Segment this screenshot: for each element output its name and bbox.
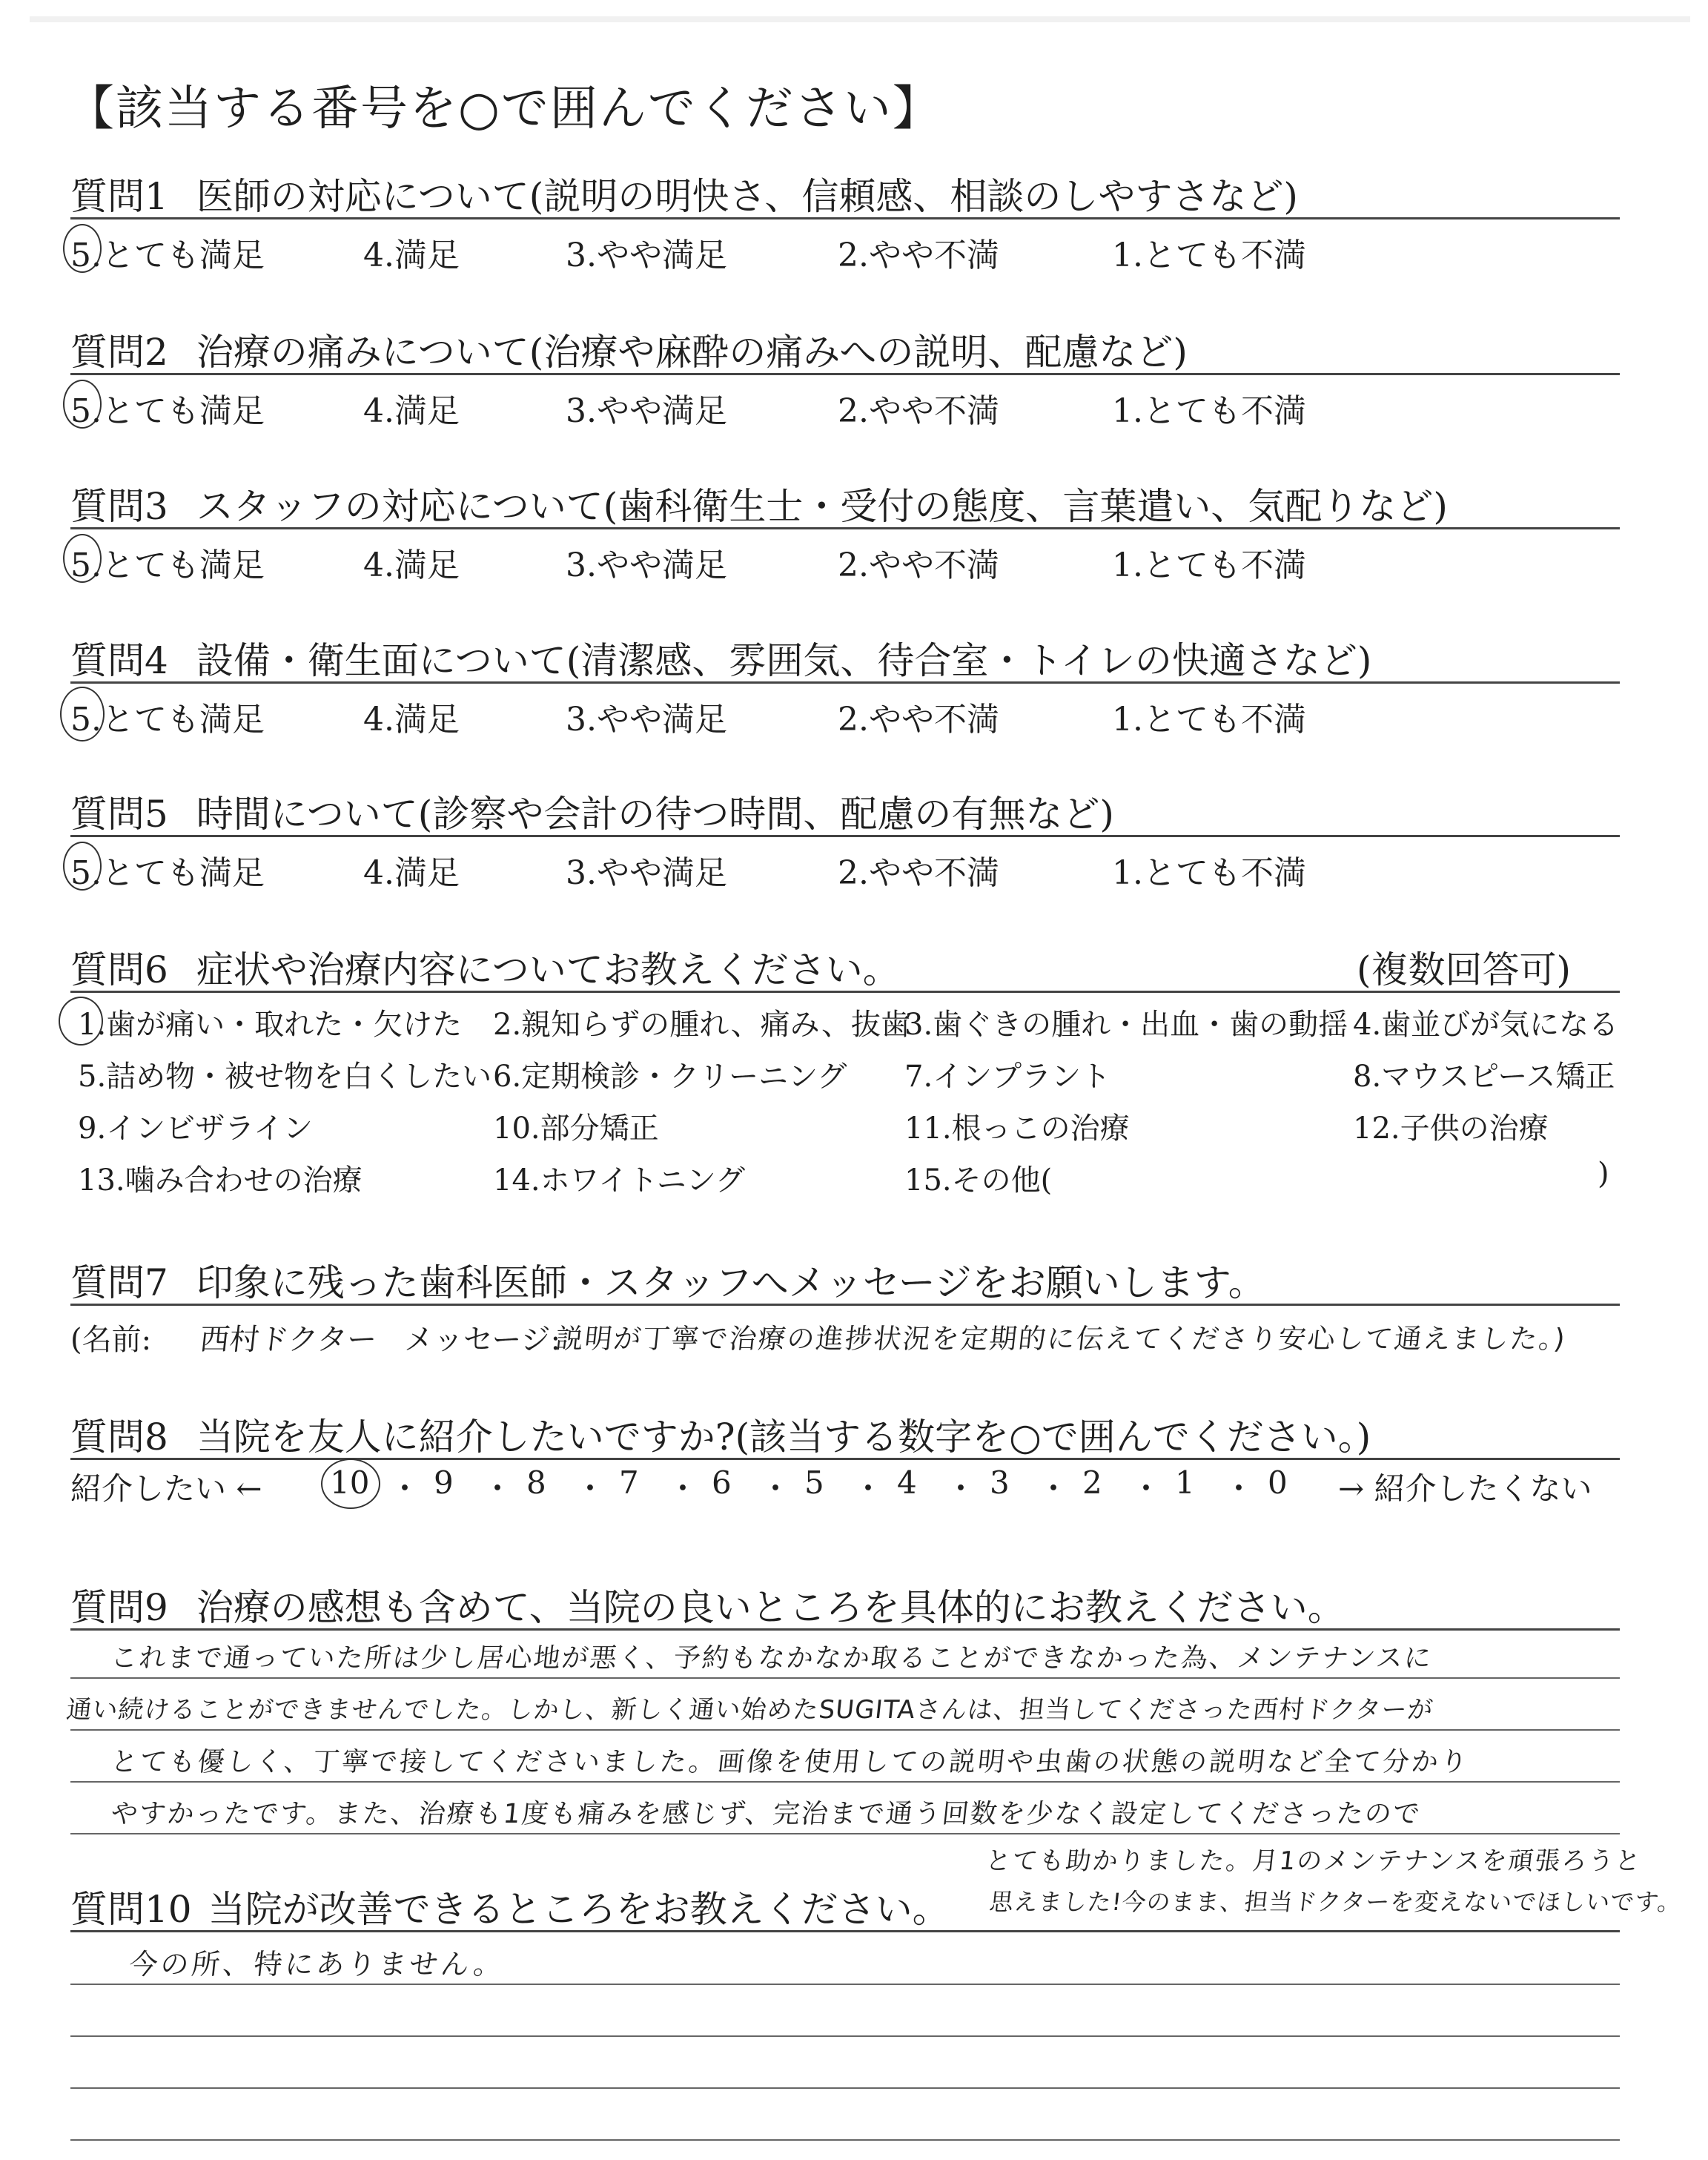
question-number: 質問3	[70, 485, 168, 528]
q6-option[interactable]: 15.その他(	[904, 1163, 1053, 1198]
scale-value[interactable]: 5	[804, 1464, 824, 1501]
rating-option-5[interactable]: 5.とても満足	[70, 546, 265, 584]
q10-answer: 今の所、特にありません。	[128, 1948, 507, 1981]
answer-rule	[70, 2139, 1620, 2141]
scale-value[interactable]: 1	[1175, 1464, 1195, 1501]
scale-separator: ・	[575, 1470, 606, 1507]
q9-answer-line: やすかったです。また、治療も1度も痛みを感じず、完治まで通う回数を少なく設定してくださったので	[109, 1799, 1423, 1829]
scan-top-band	[30, 16, 1690, 22]
scale-separator: ・	[853, 1470, 884, 1507]
question-7	[70, 1253, 1265, 1307]
message-value: 説明が丁寧で治療の進捗状況を定期的に伝えてくださり安心して通えました。)	[554, 1323, 1568, 1355]
rating-option-1[interactable]: 1.とても不満	[1112, 854, 1306, 892]
rating-option-2[interactable]: 2.やや不満	[838, 854, 999, 892]
rating-option-3[interactable]: 3.やや満足	[566, 701, 727, 739]
scale-separator: ・	[482, 1470, 514, 1507]
question-number: 質問10	[70, 1888, 192, 1931]
q6-option[interactable]: 4.歯並びが気になる	[1353, 1008, 1619, 1042]
rating-row-3	[70, 538, 1627, 583]
rating-option-5[interactable]: 5.とても満足	[70, 392, 265, 430]
question-number: 質問4	[70, 639, 168, 682]
q6-option[interactable]: 1.歯が痛い・取れた・欠けた	[78, 1008, 463, 1042]
scale-value[interactable]: 6	[712, 1464, 732, 1501]
scale-right-label: → 紹介したくない	[1338, 1470, 1592, 1507]
question-text: 医師の対応について(説明の明快さ、信頼感、相談のしやすさなど)	[196, 175, 1298, 218]
rating-row-4	[70, 693, 1627, 737]
q6-option[interactable]: 9.インビザライン	[78, 1112, 313, 1146]
rating-option-3[interactable]: 3.やや満足	[566, 546, 727, 584]
scale-value[interactable]: 0	[1268, 1464, 1288, 1501]
question-rule	[70, 991, 1620, 993]
name-label: (名前:	[70, 1323, 152, 1357]
question-text: 症状や治療内容についてお教えください。	[196, 948, 900, 991]
q6-option[interactable]: 12.子供の治療	[1353, 1112, 1549, 1146]
q6-option[interactable]: 6.定期検診・クリーニング	[493, 1060, 847, 1094]
question-text: 時間について(診察や会計の待つ時間、配慮の有無など)	[196, 793, 1114, 836]
scale-value[interactable]: 9	[434, 1464, 454, 1501]
question-number: 質問1	[70, 175, 168, 218]
q6-option[interactable]: 14.ホワイトニング	[493, 1163, 746, 1198]
question-text: 当院を友人に紹介したいですか?(該当する数字を○で囲んでください。)	[196, 1416, 1371, 1459]
answer-rule	[70, 1984, 1620, 1985]
rating-option-4[interactable]: 4.満足	[363, 546, 460, 584]
q9-answer-line: 通い続けることができませんでした。しかし、新しく通い始めたSUGITAさんは、担当してくださった西村ドクターが	[64, 1695, 1435, 1725]
q9-answer-line: 思えました!今のまま、担当ドクターを変えないでほしいです。	[987, 1888, 1684, 1916]
answer-rule	[70, 1781, 1620, 1783]
q6-option[interactable]: 3.歯ぐきの腫れ・出血・歯の動揺	[904, 1008, 1348, 1042]
q6-option[interactable]: 2.親知らずの腫れ、痛み、抜歯	[493, 1008, 910, 1042]
rating-option-1[interactable]: 1.とても不満	[1112, 237, 1306, 274]
scale-separator: ・	[1038, 1470, 1070, 1507]
question-rule	[70, 1628, 1620, 1631]
question-number: 質問8	[70, 1416, 168, 1459]
scale-value[interactable]: 4	[897, 1464, 917, 1501]
question-2	[70, 323, 1188, 376]
rating-option-2[interactable]: 2.やや不満	[838, 237, 999, 274]
multiple-answers-note: (複数回答可)	[1357, 948, 1572, 991]
question-rule	[70, 527, 1620, 529]
question-10	[70, 1880, 950, 1933]
rating-option-1[interactable]: 1.とても不満	[1112, 701, 1306, 739]
rating-row-5	[70, 846, 1627, 891]
question-rule	[70, 1930, 1620, 1932]
answer-rule	[70, 2035, 1620, 2037]
scale-separator: ・	[1223, 1470, 1255, 1507]
rating-option-4[interactable]: 4.満足	[363, 854, 460, 892]
question-text: 設備・衛生面について(清潔感、雰囲気、待合室・トイレの快適さなど)	[196, 639, 1372, 682]
scale-left-label: 紹介したい ←	[70, 1470, 262, 1507]
scale-value[interactable]: 3	[990, 1464, 1010, 1501]
question-1	[70, 167, 1298, 220]
q6-option[interactable]: 7.インプラント	[904, 1060, 1111, 1094]
question-rule	[70, 1458, 1620, 1460]
q9-answer-line: とても助かりました。月1のメンテナンスを頑張ろうと	[984, 1846, 1644, 1876]
question-rule	[70, 373, 1620, 375]
question-number: 質問7	[70, 1261, 168, 1304]
q6-option[interactable]: 11.根っこの治療	[904, 1112, 1130, 1146]
answer-rule	[70, 1729, 1620, 1731]
recommend-scale	[70, 1464, 1627, 1509]
rating-option-4[interactable]: 4.満足	[363, 392, 460, 430]
question-text: 治療の痛みについて(治療や麻酔の痛みへの説明、配慮など)	[196, 331, 1188, 374]
rating-option-1[interactable]: 1.とても不満	[1112, 546, 1306, 584]
rating-option-5[interactable]: 5.とても満足	[70, 701, 265, 739]
rating-option-4[interactable]: 4.満足	[363, 237, 460, 274]
question-number: 質問5	[70, 793, 168, 836]
q6-option[interactable]: 8.マウスピース矯正	[1353, 1060, 1615, 1094]
question-4	[70, 631, 1371, 684]
scale-value[interactable]: 2	[1082, 1464, 1102, 1501]
scale-value[interactable]: 10	[330, 1464, 370, 1501]
question-rule	[70, 1304, 1620, 1306]
question-5	[70, 785, 1114, 838]
question-number: 質問6	[70, 948, 168, 991]
question-text: 当院が改善できるところをお教えください。	[208, 1888, 950, 1931]
scale-separator: ・	[667, 1470, 699, 1507]
answer-rule	[70, 1677, 1620, 1679]
rating-option-2[interactable]: 2.やや不満	[838, 392, 999, 430]
question-rule	[70, 217, 1620, 219]
q6-option[interactable]: 13.噛み合わせの治療	[78, 1163, 363, 1198]
rating-option-3[interactable]: 3.やや満足	[566, 392, 727, 430]
q6-option[interactable]: 5.詰め物・被せ物を白くしたい	[78, 1060, 492, 1094]
form-title: 【該当する番号を○で囲んでください】	[67, 82, 941, 136]
rating-option-4[interactable]: 4.満足	[363, 701, 460, 739]
name-value: 西村ドクター	[198, 1323, 379, 1357]
message-label: メッセージ:	[404, 1323, 561, 1357]
rating-option-3[interactable]: 3.やや満足	[566, 237, 727, 274]
rating-option-3[interactable]: 3.やや満足	[566, 854, 727, 892]
rating-row-1	[70, 228, 1627, 273]
q6-other-close: )	[1598, 1157, 1609, 1191]
question-9	[70, 1578, 1345, 1631]
scale-separator: ・	[1131, 1470, 1162, 1507]
q6-option[interactable]: 10.部分矯正	[493, 1112, 659, 1146]
rating-row-2	[70, 384, 1627, 429]
answer-rule	[70, 1833, 1620, 1834]
question-rule	[70, 835, 1620, 837]
answer-rule	[70, 2087, 1620, 2089]
question-text: 印象に残った歯科医師・スタッフへメッセージをお願いします。	[196, 1261, 1265, 1304]
question-8	[70, 1407, 1371, 1461]
scale-separator: ・	[389, 1470, 421, 1507]
question-6	[70, 940, 900, 994]
rating-option-5[interactable]: 5.とても満足	[70, 237, 265, 274]
q9-answer-line: これまで通っていた所は少し居心地が悪く、予約もなかなか取ることができなかった為、メンテナンスに	[109, 1643, 1434, 1674]
rating-option-2[interactable]: 2.やや不満	[838, 701, 999, 739]
rating-option-1[interactable]: 1.とても不満	[1112, 392, 1306, 430]
scale-value[interactable]: 8	[526, 1464, 546, 1501]
question-number: 質問9	[70, 1586, 168, 1629]
question-rule	[70, 681, 1620, 684]
question-text: スタッフの対応について(歯科衛生士・受付の態度、言葉遣い、気配りなど)	[196, 485, 1448, 528]
q9-answer-line: とても優しく、丁寧で接してくださいました。画像を使用しての説明や虫歯の状態の説明など全て分かり	[109, 1747, 1472, 1777]
rating-option-2[interactable]: 2.やや不満	[838, 546, 999, 584]
scale-value[interactable]: 7	[619, 1464, 639, 1501]
question-number: 質問2	[70, 331, 168, 374]
rating-option-5[interactable]: 5.とても満足	[70, 854, 265, 892]
question-3	[70, 477, 1448, 530]
scale-separator: ・	[760, 1470, 792, 1507]
question-text: 治療の感想も含めて、当院の良いところを具体的にお教えください。	[196, 1586, 1345, 1629]
scale-separator: ・	[945, 1470, 977, 1507]
